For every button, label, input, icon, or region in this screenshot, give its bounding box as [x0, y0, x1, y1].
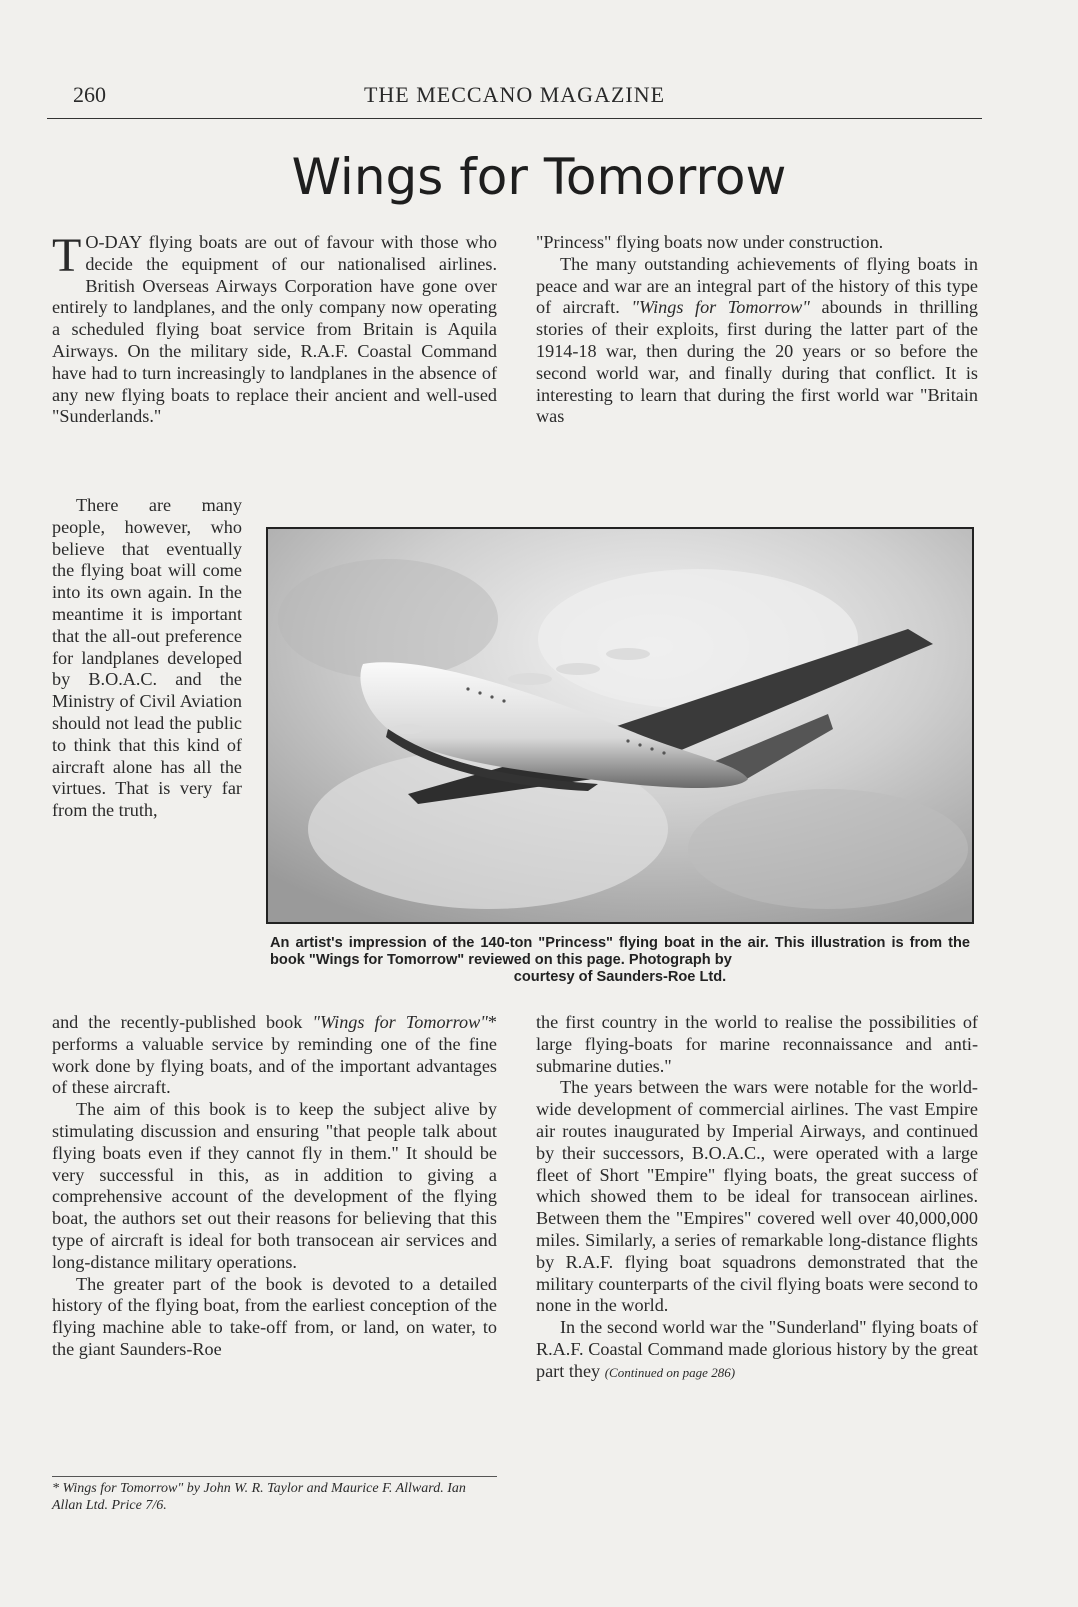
caption-credit: courtesy of Saunders-Roe Ltd. — [513, 969, 727, 985]
article-title: Wings for Tomorrow — [291, 148, 787, 206]
paragraph-text: The many outstanding achievements of flying boats in peace and war are an integral part of the history of this type of aircraft. — [536, 253, 978, 318]
paragraph — [536, 254, 978, 428]
paragraph-text: O-DAY flying boats are out of favour with those who decide the equipment of our nationalised airlines. British Overseas Airways Corporation have gone over entirely to landplanes, and the only company now operating a scheduled flying boat service from Britain is Aquila Airways. On the military side, R.A.F. Coastal Command have had to turn increasingly to landplanes in the absence of any new flying boats to replace their ancient and well-used "Sunderlands." — [52, 232, 497, 427]
figure-caption — [270, 935, 970, 986]
flying-boat-illustration — [266, 527, 974, 924]
paragraph — [52, 1012, 497, 1099]
page-number: 260 — [73, 82, 106, 107]
paragraph-text: abounds in thrilling stories of their exploits, first during the latter part of the 1914-18 war, then during the 20 years or so before the second world war, and finally during that conflict. It is interesting to learn that during the first world war "Britain was — [536, 297, 978, 427]
caption-text: An artist's impression of the 140-ton "Princess" flying boat in the air. This illustration is from the book "Wings for Tomorrow" reviewed on this page. Photograph by — [270, 935, 970, 968]
paragraph-text: There are many people, however, who believe that eventually the flying boat will come into its own again. In the meantime it is important that the all-out preference for landplanes developed by B.O.A.C. and the Ministry of Civil Aviation should not lead the public to think that this kind of aircraft alone has all the virtues. That is very far from the truth, — [52, 495, 242, 821]
left-column-bottom — [52, 1012, 497, 1361]
paragraph: The years between the wars were notable for the world-wide development of commercial airlines. The vast Empire air routes inaugurated by Imperial Airways, and continued by their successors, B.O.A.C., were operated with a large fleet of Short "Empire" flying boats, the great success of which showed them to be ideal for transocean airlines. Between them the "Empires" covered well over 40,000,000 miles. Similarly, a series of remarkable long-distance flights by R.A.F. flying boat squadrons demonstrated that the military counterparts of the civil flying boats were second to none in the world. — [536, 1077, 978, 1316]
continued-note: (Continued on page 286) — [604, 1364, 736, 1380]
left-column-top — [52, 229, 497, 428]
book-title: "Wings for Tomorrow" — [312, 1012, 488, 1032]
paragraph: The aim of this book is to keep the subject alive by stimulating discussion and ensuring "that people talk about flying boats even if they cannot fly in them." It should be very successful in this, as in addition to giving a comprehensive account of the development of the flying boat, the authors set out their reasons for believing that this type of aircraft is ideal for both transocean air services and long-distance military operations. — [52, 1099, 497, 1272]
paragraph-text: * performs a valuable service by reminding one of the fine work done by flying boats, and of the important advantages of these aircraft. — [52, 1012, 497, 1098]
paragraph-text: and the recently-published book — [52, 1012, 313, 1032]
magazine-name: THE MECCANO MAGAZINE — [363, 82, 666, 107]
paragraph: the first country in the world to realise the possibilities of large flying-boats for marine reconnaissance and anti-submarine duties." — [536, 1012, 978, 1076]
paragraph — [52, 229, 497, 428]
footnote: * Wings for Tomorrow" by John W. R. Taylor and Maurice F. Allward. Ian Allan Ltd. Price 7/6. — [52, 1476, 497, 1514]
right-column-bottom — [536, 1012, 978, 1384]
paragraph-text: In the second world war the "Sunderland" flying boats of R.A.F. Coastal Command made glorious history by the great part they — [536, 1317, 978, 1381]
book-title: "Wings for Tomorrow" — [631, 297, 810, 318]
paragraph — [536, 1317, 978, 1383]
drop-cap: T — [52, 229, 82, 282]
page-header — [47, 82, 982, 119]
flying-boat-image — [268, 529, 972, 922]
paragraph: The greater part of the book is devoted to a detailed history of the flying boat, from the earliest conception of the flying machine able to take-off from, or land, on water, to the giant Saunders-Roe — [52, 1273, 497, 1359]
paragraph: "Princess" flying boats now under construction. — [536, 232, 884, 252]
left-narrow-column — [52, 495, 242, 822]
right-column-top — [536, 232, 978, 428]
